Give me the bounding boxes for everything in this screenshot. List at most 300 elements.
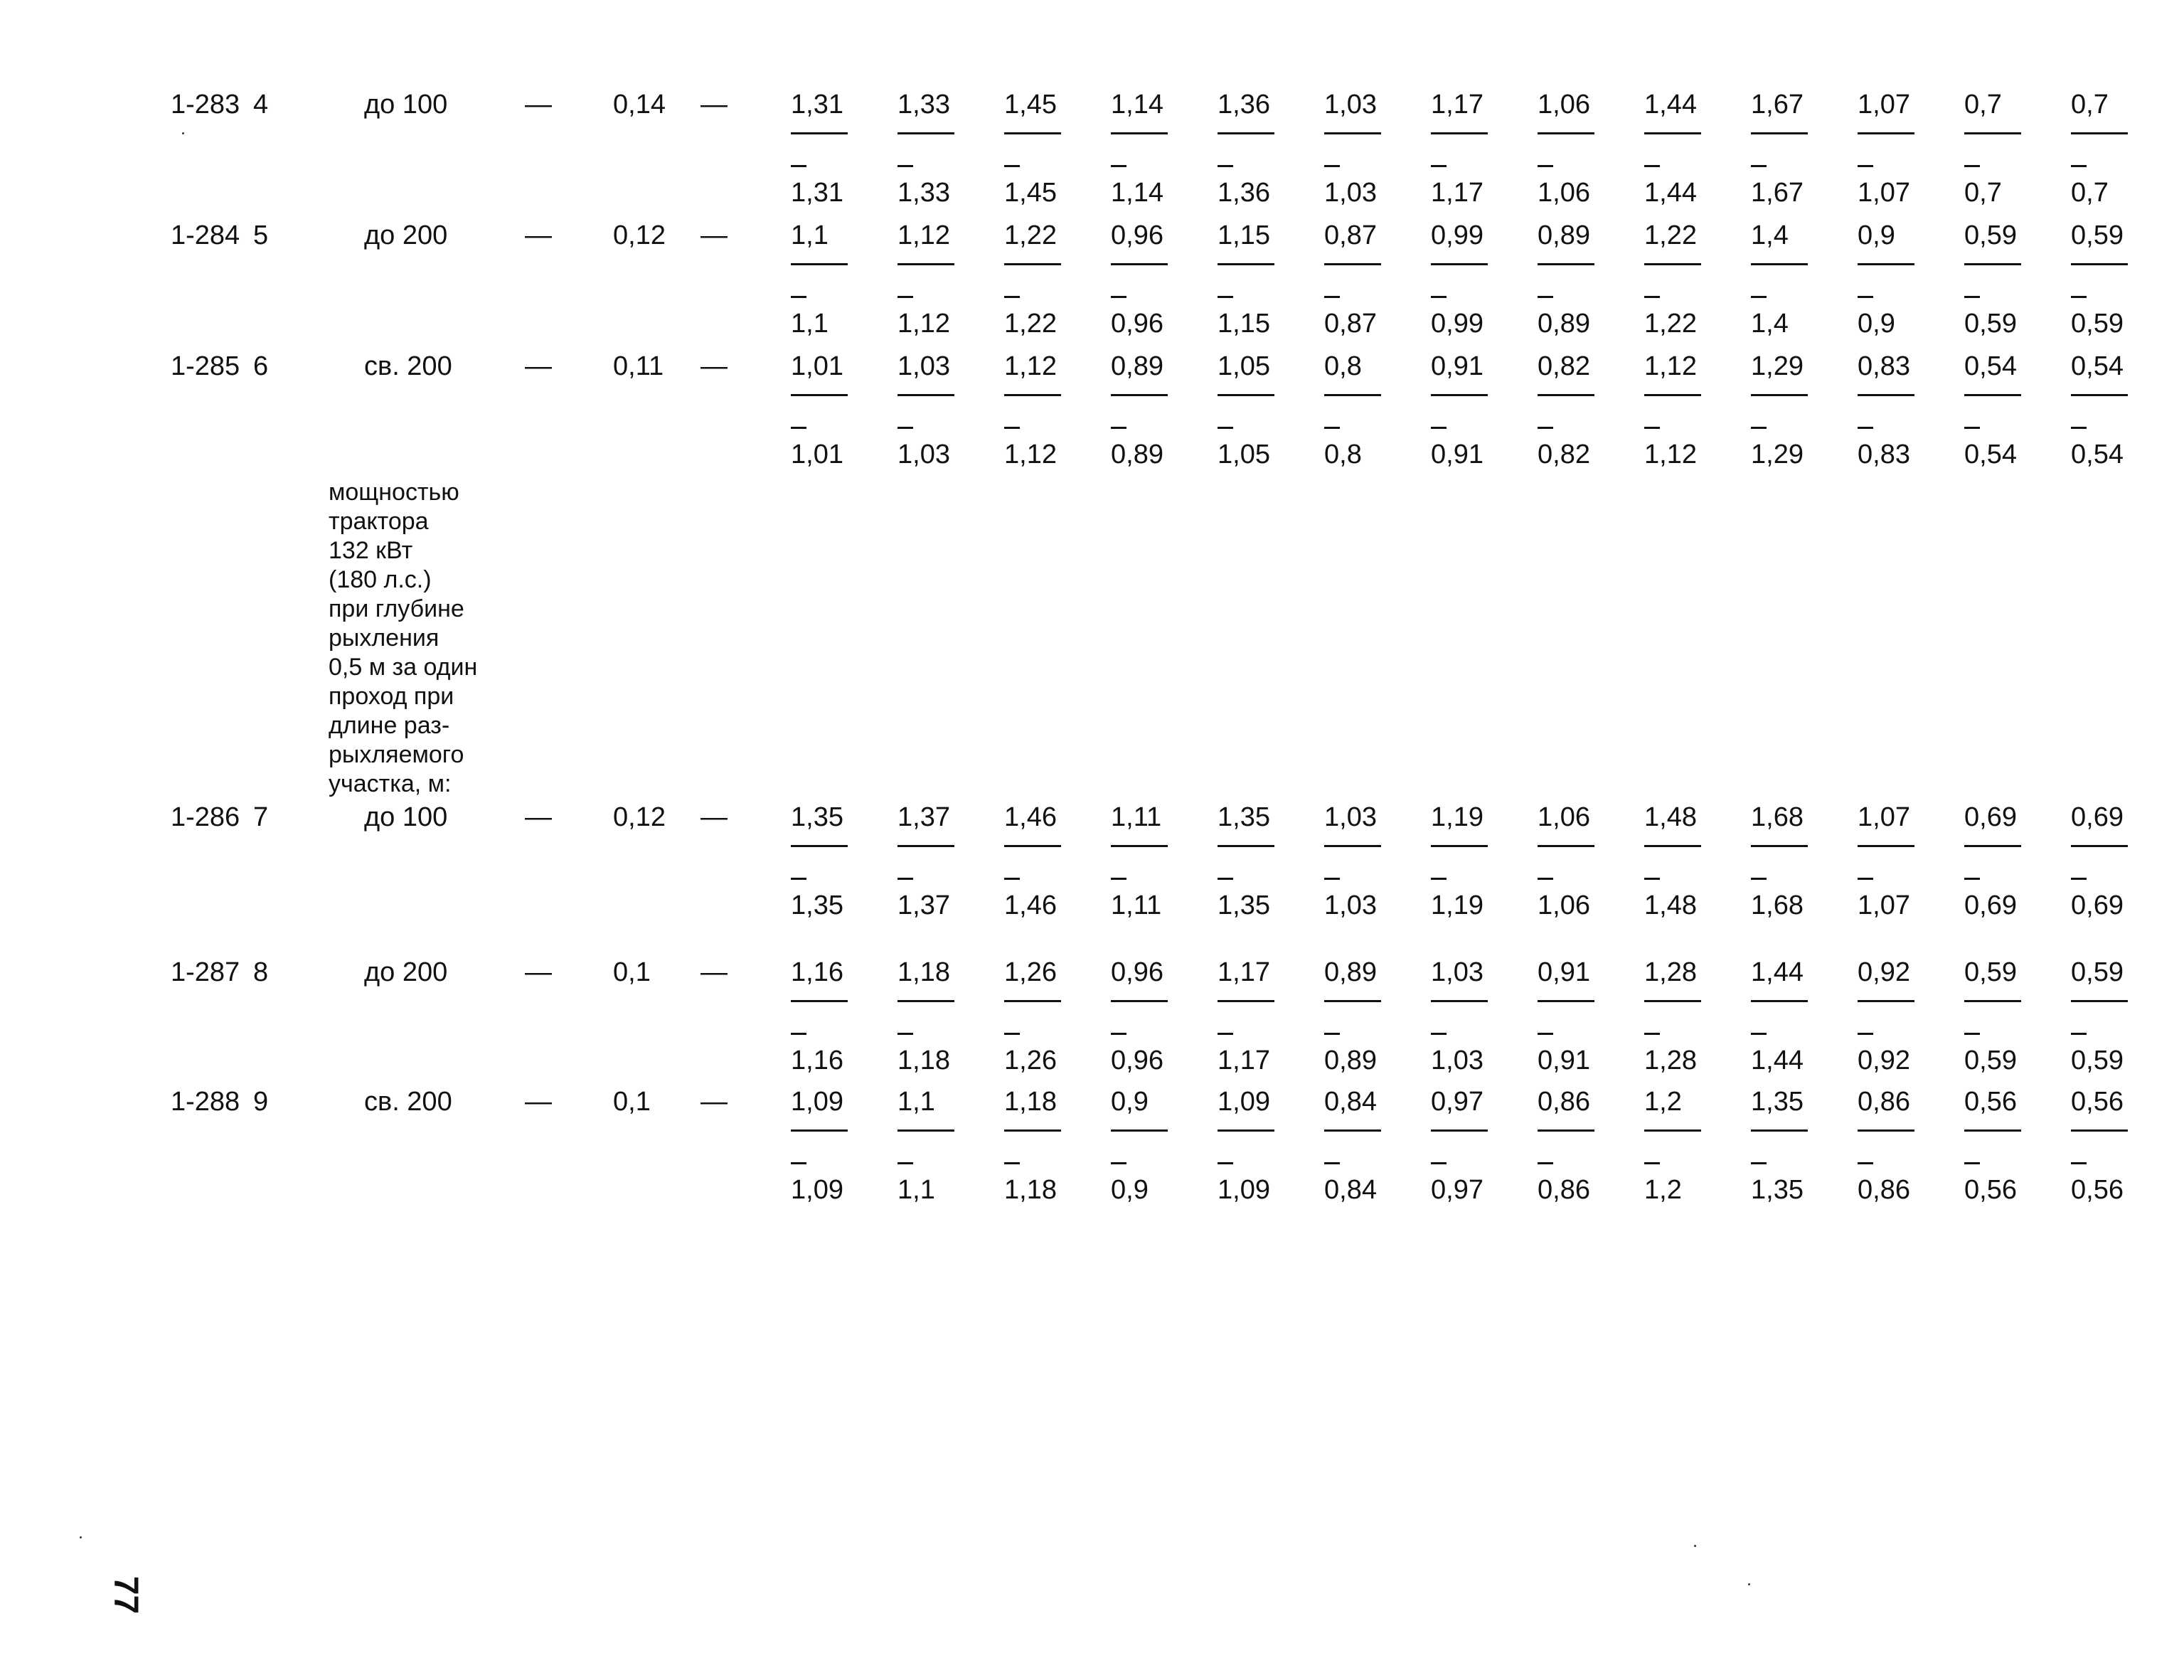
- fraction-bar: [1111, 132, 1168, 134]
- fraction-bar: [1644, 263, 1701, 265]
- fraction-bar: [1218, 132, 1274, 134]
- fraction-mark: [1964, 427, 1980, 429]
- fraction-bar: [897, 1129, 954, 1132]
- row-number: 7: [253, 802, 269, 832]
- fraction-bar: [1858, 845, 1914, 847]
- fraction-denominator: 1,03: [1324, 178, 1377, 208]
- fraction-numerator: 0,83: [1858, 351, 1910, 381]
- fraction-numerator: 0,59: [1964, 957, 2017, 987]
- fraction-numerator: 1,09: [791, 1087, 843, 1117]
- fraction-bar: [1218, 1000, 1274, 1002]
- row-number: 6: [253, 351, 269, 381]
- fraction-mark: [1431, 165, 1447, 167]
- row-value: 0,11: [613, 351, 664, 381]
- fraction-denominator: 1,29: [1751, 440, 1804, 469]
- fraction-denominator: 1,17: [1431, 178, 1483, 208]
- fraction-denominator: 0,7: [2071, 178, 2109, 208]
- fraction-mark: [1004, 1162, 1020, 1164]
- fraction-numerator: 1,12: [1004, 351, 1057, 381]
- fraction-mark: [1111, 1162, 1126, 1164]
- fraction-numerator: 1,2: [1644, 1087, 1682, 1117]
- fraction-bar: [1431, 1129, 1488, 1132]
- fraction-bar: [1538, 845, 1594, 847]
- row-label: до 100: [364, 90, 448, 119]
- fraction-mark: [897, 1162, 913, 1164]
- row-code: 1-284: [171, 220, 240, 250]
- fraction-denominator: 1,07: [1858, 890, 1910, 920]
- fraction-bar: [1964, 263, 2021, 265]
- fraction-denominator: 0,69: [1964, 890, 2017, 920]
- fraction-mark: [1538, 427, 1553, 429]
- fraction-numerator: 0,89: [1324, 957, 1377, 987]
- fraction-denominator: 1,31: [791, 178, 843, 208]
- row-label: до 200: [364, 957, 448, 987]
- fraction-denominator: 1,15: [1218, 309, 1270, 339]
- fraction-mark: [1324, 427, 1340, 429]
- fraction-denominator: 0,9: [1858, 309, 1895, 339]
- fraction-numerator: 1,67: [1751, 90, 1804, 119]
- fraction-mark: [791, 1033, 806, 1035]
- fraction-denominator: 0,91: [1538, 1046, 1590, 1075]
- fraction-bar: [1538, 1129, 1594, 1132]
- fraction-bar: [1751, 1129, 1808, 1132]
- fraction-denominator: 1,44: [1751, 1046, 1804, 1075]
- fraction-bar: [897, 394, 954, 396]
- fraction-numerator: 0,9: [1111, 1087, 1149, 1117]
- fraction-denominator: 1,22: [1644, 309, 1697, 339]
- fraction-numerator: 1,68: [1751, 802, 1804, 832]
- row-dash: —: [701, 351, 728, 381]
- description-line: при глубине: [329, 595, 464, 622]
- fraction-mark: [1644, 1033, 1660, 1035]
- page-number: 77: [107, 1575, 145, 1615]
- fraction-mark: [1004, 165, 1020, 167]
- fraction-bar: [1751, 394, 1808, 396]
- fraction-mark: [1004, 878, 1020, 880]
- fraction-bar: [1644, 845, 1701, 847]
- fraction-mark: [1111, 296, 1126, 298]
- fraction-numerator: 0,91: [1538, 957, 1590, 987]
- fraction-bar: [897, 1000, 954, 1002]
- fraction-mark: [2071, 165, 2087, 167]
- fraction-bar: [1858, 263, 1914, 265]
- fraction-bar: [1751, 132, 1808, 134]
- fraction-denominator: 0,56: [2071, 1175, 2124, 1205]
- row-dash: —: [701, 220, 728, 250]
- row-dash: —: [701, 90, 728, 119]
- fraction-denominator: 1,1: [791, 309, 829, 339]
- fraction-bar: [1111, 394, 1168, 396]
- fraction-numerator: 0,82: [1538, 351, 1590, 381]
- fraction-mark: [1964, 1162, 1980, 1164]
- fraction-denominator: 1,37: [897, 890, 950, 920]
- fraction-numerator: 0,84: [1324, 1087, 1377, 1117]
- row-code: 1-286: [171, 802, 240, 832]
- fraction-denominator: 1,05: [1218, 440, 1270, 469]
- fraction-denominator: 0,86: [1858, 1175, 1910, 1205]
- fraction-mark: [1431, 878, 1447, 880]
- fraction-numerator: 1,03: [897, 351, 950, 381]
- fraction-denominator: 1,35: [1218, 890, 1270, 920]
- fraction-denominator: 1,28: [1644, 1046, 1697, 1075]
- description-line: мощностью: [329, 479, 459, 506]
- fraction-denominator: 0,9: [1111, 1175, 1149, 1205]
- fraction-mark: [1218, 165, 1233, 167]
- fraction-bar: [1538, 1000, 1594, 1002]
- fraction-denominator: 0,96: [1111, 1046, 1163, 1075]
- fraction-mark: [897, 878, 913, 880]
- fraction-denominator: 1,46: [1004, 890, 1057, 920]
- fraction-numerator: 1,44: [1644, 90, 1697, 119]
- fraction-bar: [1111, 1129, 1168, 1132]
- fraction-denominator: 1,22: [1004, 309, 1057, 339]
- fraction-bar: [1218, 845, 1274, 847]
- fraction-bar: [1324, 394, 1381, 396]
- fraction-mark: [1431, 1033, 1447, 1035]
- fraction-bar: [1004, 132, 1061, 134]
- fraction-bar: [1004, 1129, 1061, 1132]
- fraction-numerator: 1,26: [1004, 957, 1057, 987]
- fraction-bar: [1644, 1000, 1701, 1002]
- fraction-mark: [1751, 296, 1767, 298]
- fraction-numerator: 0,92: [1858, 957, 1910, 987]
- fraction-mark: [1644, 878, 1660, 880]
- fraction-bar: [1111, 263, 1168, 265]
- fraction-denominator: 1,03: [897, 440, 950, 469]
- fraction-numerator: 1,17: [1431, 90, 1483, 119]
- fraction-denominator: 1,14: [1111, 178, 1163, 208]
- description-line: (180 л.с.): [329, 566, 432, 593]
- fraction-bar: [1218, 263, 1274, 265]
- fraction-denominator: 0,59: [2071, 1046, 2124, 1075]
- fraction-bar: [1538, 132, 1594, 134]
- fraction-numerator: 1,35: [1751, 1087, 1804, 1117]
- fraction-mark: [1431, 296, 1447, 298]
- fraction-bar: [1964, 394, 2021, 396]
- fraction-numerator: 0,54: [2071, 351, 2124, 381]
- fraction-numerator: 0,69: [2071, 802, 2124, 832]
- fraction-bar: [1324, 1000, 1381, 1002]
- fraction-mark: [1858, 1162, 1873, 1164]
- fraction-denominator: 1,16: [791, 1046, 843, 1075]
- fraction-numerator: 1,16: [791, 957, 843, 987]
- fraction-numerator: 1,17: [1218, 957, 1270, 987]
- row-value: 0,1: [613, 1087, 651, 1117]
- fraction-denominator: 1,35: [791, 890, 843, 920]
- fraction-mark: [897, 427, 913, 429]
- fraction-numerator: 0,59: [2071, 220, 2124, 250]
- fraction-mark: [1644, 296, 1660, 298]
- row-dash: —: [525, 90, 552, 119]
- fraction-bar: [1644, 132, 1701, 134]
- fraction-denominator: 1,09: [791, 1175, 843, 1205]
- group-description: [329, 478, 542, 799]
- fraction-denominator: 1,26: [1004, 1046, 1057, 1075]
- fraction-mark: [1218, 1162, 1233, 1164]
- fraction-bar: [2071, 394, 2128, 396]
- fraction-mark: [1324, 878, 1340, 880]
- description-line: проход при: [329, 683, 454, 710]
- fraction-bar: [1538, 263, 1594, 265]
- fraction-denominator: 1,07: [1858, 178, 1910, 208]
- fraction-bar: [1964, 1000, 2021, 1002]
- fraction-denominator: 0,89: [1324, 1046, 1377, 1075]
- description-line: 132 кВт: [329, 537, 413, 564]
- fraction-mark: [1858, 427, 1873, 429]
- fraction-bar: [1858, 1000, 1914, 1002]
- fraction-mark: [1964, 878, 1980, 880]
- fraction-numerator: 1,1: [897, 1087, 935, 1117]
- fraction-bar: [1004, 1000, 1061, 1002]
- fraction-numerator: 0,8: [1324, 351, 1362, 381]
- fraction-bar: [1964, 1129, 2021, 1132]
- fraction-denominator: 1,12: [897, 309, 950, 339]
- fraction-numerator: 1,48: [1644, 802, 1697, 832]
- row-value: 0,14: [613, 90, 666, 119]
- fraction-denominator: 0,89: [1111, 440, 1163, 469]
- fraction-mark: [1644, 165, 1660, 167]
- fraction-mark: [1751, 1162, 1767, 1164]
- fraction-denominator: 1,11: [1111, 890, 1162, 920]
- fraction-mark: [791, 427, 806, 429]
- fraction-numerator: 0,7: [2071, 90, 2109, 119]
- fraction-mark: [1324, 1162, 1340, 1164]
- fraction-bar: [1644, 394, 1701, 396]
- fraction-bar: [1324, 132, 1381, 134]
- fraction-numerator: 1,29: [1751, 351, 1804, 381]
- fraction-denominator: 1,03: [1324, 890, 1377, 920]
- fraction-bar: [1751, 263, 1808, 265]
- fraction-mark: [897, 165, 913, 167]
- row-dash: —: [701, 957, 728, 987]
- fraction-denominator: 1,19: [1431, 890, 1483, 920]
- fraction-numerator: 1,03: [1431, 957, 1483, 987]
- fraction-mark: [1111, 165, 1126, 167]
- fraction-mark: [1324, 165, 1340, 167]
- fraction-denominator: 1,35: [1751, 1175, 1804, 1205]
- fraction-numerator: 1,18: [1004, 1087, 1057, 1117]
- fraction-mark: [1964, 1033, 1980, 1035]
- fraction-mark: [1858, 1033, 1873, 1035]
- fraction-bar: [1858, 132, 1914, 134]
- row-dash: —: [525, 351, 552, 381]
- fraction-mark: [1004, 1033, 1020, 1035]
- fraction-denominator: 0,7: [1964, 178, 2002, 208]
- fraction-denominator: 1,48: [1644, 890, 1697, 920]
- row-value: 0,1: [613, 957, 651, 987]
- fraction-mark: [1324, 296, 1340, 298]
- fraction-denominator: 0,84: [1324, 1175, 1377, 1205]
- fraction-bar: [2071, 1129, 2128, 1132]
- fraction-numerator: 1,22: [1004, 220, 1057, 250]
- row-dash: —: [525, 220, 552, 250]
- fraction-denominator: 0,59: [1964, 1046, 2017, 1075]
- fraction-denominator: 0,54: [2071, 440, 2124, 469]
- fraction-numerator: 1,03: [1324, 802, 1377, 832]
- fraction-mark: [2071, 1162, 2087, 1164]
- fraction-bar: [1111, 845, 1168, 847]
- fraction-denominator: 1,01: [791, 440, 843, 469]
- fraction-mark: [1324, 1033, 1340, 1035]
- fraction-denominator: 0,54: [1964, 440, 2017, 469]
- row-dash: —: [701, 1087, 728, 1117]
- fraction-bar: [1751, 845, 1808, 847]
- fraction-denominator: 1,18: [897, 1046, 950, 1075]
- fraction-denominator: 0,56: [1964, 1175, 2017, 1205]
- fraction-bar: [1324, 263, 1381, 265]
- fraction-bar: [791, 132, 848, 134]
- row-value: 0,12: [613, 802, 666, 832]
- row-code: 1-288: [171, 1087, 240, 1117]
- fraction-mark: [791, 165, 806, 167]
- fraction-numerator: 1,45: [1004, 90, 1057, 119]
- row-number: 4: [253, 90, 269, 119]
- scan-speck: [1694, 1545, 1696, 1547]
- fraction-denominator: 0,83: [1858, 440, 1910, 469]
- fraction-mark: [1431, 427, 1447, 429]
- fraction-numerator: 1,33: [897, 90, 950, 119]
- fraction-mark: [1538, 1162, 1553, 1164]
- fraction-bar: [2071, 263, 2128, 265]
- fraction-bar: [897, 263, 954, 265]
- fraction-denominator: 1,45: [1004, 178, 1057, 208]
- fraction-bar: [791, 845, 848, 847]
- fraction-mark: [1218, 1033, 1233, 1035]
- fraction-numerator: 1,28: [1644, 957, 1697, 987]
- fraction-numerator: 1,4: [1751, 220, 1789, 250]
- fraction-bar: [1431, 263, 1488, 265]
- fraction-mark: [1751, 1033, 1767, 1035]
- fraction-bar: [897, 132, 954, 134]
- fraction-numerator: 1,18: [897, 957, 950, 987]
- fraction-bar: [1431, 845, 1488, 847]
- fraction-denominator: 1,03: [1431, 1046, 1483, 1075]
- fraction-mark: [1111, 1033, 1126, 1035]
- fraction-mark: [2071, 427, 2087, 429]
- fraction-numerator: 0,89: [1111, 351, 1163, 381]
- fraction-denominator: 0,91: [1431, 440, 1483, 469]
- fraction-denominator: 0,99: [1431, 309, 1483, 339]
- fraction-numerator: 1,35: [791, 802, 843, 832]
- fraction-numerator: 0,59: [1964, 220, 2017, 250]
- fraction-denominator: 1,33: [897, 178, 950, 208]
- fraction-bar: [1111, 1000, 1168, 1002]
- fraction-denominator: 1,68: [1751, 890, 1804, 920]
- fraction-numerator: 0,89: [1538, 220, 1590, 250]
- fraction-numerator: 1,46: [1004, 802, 1057, 832]
- fraction-mark: [897, 296, 913, 298]
- row-dash: —: [701, 802, 728, 832]
- row-number: 5: [253, 220, 269, 250]
- fraction-numerator: 1,12: [897, 220, 950, 250]
- description-line: рыхляемого: [329, 741, 464, 768]
- fraction-numerator: 0,59: [2071, 957, 2124, 987]
- row-code: 1-283: [171, 90, 240, 119]
- fraction-mark: [1858, 296, 1873, 298]
- fraction-mark: [1111, 427, 1126, 429]
- fraction-mark: [1964, 296, 1980, 298]
- row-label: св. 200: [364, 1087, 452, 1117]
- fraction-denominator: 0,89: [1538, 309, 1590, 339]
- row-label: до 200: [364, 220, 448, 250]
- fraction-mark: [791, 878, 806, 880]
- fraction-numerator: 1,22: [1644, 220, 1697, 250]
- fraction-bar: [791, 263, 848, 265]
- fraction-denominator: 1,44: [1644, 178, 1697, 208]
- fraction-bar: [1004, 845, 1061, 847]
- fraction-mark: [1218, 878, 1233, 880]
- description-line: длине раз-: [329, 712, 450, 739]
- row-code: 1-285: [171, 351, 240, 381]
- fraction-denominator: 0,97: [1431, 1175, 1483, 1205]
- fraction-denominator: 1,06: [1538, 890, 1590, 920]
- fraction-mark: [791, 1162, 806, 1164]
- fraction-numerator: 0,97: [1431, 1087, 1483, 1117]
- row-label: до 100: [364, 802, 448, 832]
- fraction-denominator: 0,86: [1538, 1175, 1590, 1205]
- row-value: 0,12: [613, 220, 666, 250]
- fraction-denominator: 0,59: [1964, 309, 2017, 339]
- fraction-mark: [1111, 878, 1126, 880]
- fraction-denominator: 0,92: [1858, 1046, 1910, 1075]
- fraction-mark: [791, 296, 806, 298]
- fraction-numerator: 1,06: [1538, 90, 1590, 119]
- fraction-numerator: 0,86: [1538, 1087, 1590, 1117]
- fraction-numerator: 0,86: [1858, 1087, 1910, 1117]
- fraction-denominator: 1,36: [1218, 178, 1270, 208]
- fraction-numerator: 0,56: [2071, 1087, 2124, 1117]
- fraction-mark: [1858, 878, 1873, 880]
- fraction-mark: [1431, 1162, 1447, 1164]
- fraction-denominator: 1,4: [1751, 309, 1789, 339]
- fraction-bar: [1431, 394, 1488, 396]
- row-dash: —: [525, 957, 552, 987]
- fraction-bar: [791, 1129, 848, 1132]
- fraction-bar: [1964, 845, 2021, 847]
- fraction-denominator: 1,67: [1751, 178, 1804, 208]
- row-dash: —: [525, 802, 552, 832]
- fraction-numerator: 0,7: [1964, 90, 2002, 119]
- row-label: св. 200: [364, 351, 452, 381]
- fraction-denominator: 0,82: [1538, 440, 1590, 469]
- fraction-numerator: 1,03: [1324, 90, 1377, 119]
- fraction-mark: [1538, 1033, 1553, 1035]
- fraction-bar: [1004, 394, 1061, 396]
- fraction-numerator: 1,05: [1218, 351, 1270, 381]
- fraction-mark: [1644, 1162, 1660, 1164]
- description-line: рыхления: [329, 624, 440, 652]
- fraction-denominator: 1,12: [1644, 440, 1697, 469]
- fraction-denominator: 0,69: [2071, 890, 2124, 920]
- fraction-mark: [1538, 165, 1553, 167]
- fraction-denominator: 1,2: [1644, 1175, 1682, 1205]
- fraction-mark: [1644, 427, 1660, 429]
- row-dash: —: [525, 1087, 552, 1117]
- fraction-bar: [2071, 132, 2128, 134]
- fraction-mark: [1751, 165, 1767, 167]
- fraction-numerator: 1,11: [1111, 802, 1162, 832]
- fraction-numerator: 1,36: [1218, 90, 1270, 119]
- fraction-denominator: 1,18: [1004, 1175, 1057, 1205]
- fraction-mark: [2071, 1033, 2087, 1035]
- scan-speck: [182, 132, 184, 134]
- description-line: участка, м:: [329, 770, 452, 797]
- fraction-denominator: 1,12: [1004, 440, 1057, 469]
- fraction-numerator: 1,44: [1751, 957, 1804, 987]
- scan-speck: [1748, 1583, 1750, 1585]
- fraction-numerator: 1,1: [791, 220, 829, 250]
- fraction-bar: [2071, 845, 2128, 847]
